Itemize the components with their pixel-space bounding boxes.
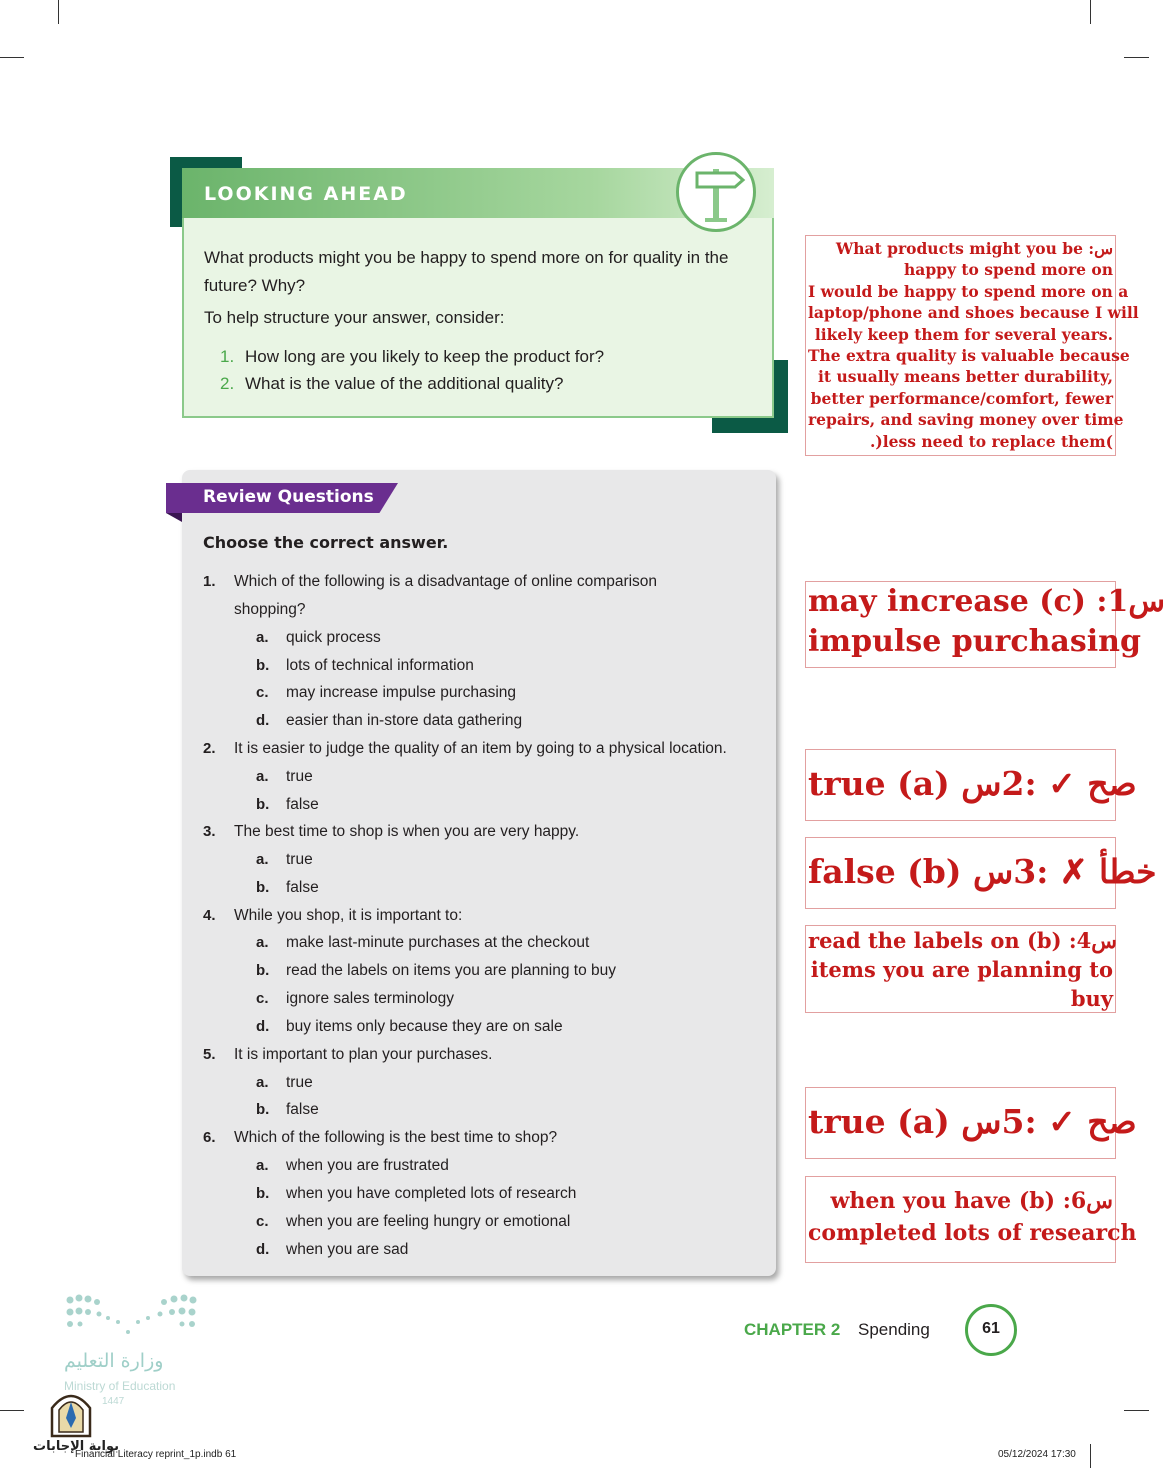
question-number: 5. [203, 1046, 216, 1063]
answer-line: false (b) خطأ ✗ :3س [808, 852, 1157, 891]
question-text: Which of the following is the best time to shop? [234, 1129, 558, 1146]
answer-line: may increase (c) :1س [808, 584, 1165, 619]
question-number: 2. [203, 740, 216, 757]
answer-line: better performance/comfort, fewer [810, 388, 1113, 408]
answer-line: .)less need to replace them( [870, 431, 1113, 451]
answer-line: likely keep them for several years. [814, 324, 1113, 344]
answer-box-looking-ahead [805, 235, 1139, 456]
answer-line: true (a) صح ✓ :2س [808, 764, 1137, 803]
list-item [220, 343, 604, 370]
option-letter: b. [256, 962, 270, 979]
print-date: 05/12/2024 17:30 [998, 1449, 1076, 1460]
option-text[interactable]: make last-minute purchases at the checkout [286, 934, 590, 951]
question-text: It is easier to judge the quality of an item by going to a physical location. [234, 740, 727, 757]
signpost-icon [676, 152, 756, 232]
looking-ahead-help: To help structure your answer, consider: [204, 308, 505, 327]
crop-mark [58, 0, 59, 24]
answer-line: What products might you be :س [835, 239, 1113, 258]
option-letter: b. [256, 657, 270, 674]
option-letter: a. [256, 629, 269, 646]
option-letter: c. [256, 1213, 269, 1230]
ministry-logo-icon [64, 1292, 200, 1338]
option-text[interactable]: lots of technical information [286, 657, 474, 674]
option-letter: a. [256, 934, 269, 951]
answer-box-q1 [805, 581, 1165, 668]
ministry-name-arabic: وزارة التعليم [64, 1350, 164, 1372]
option-letter: c. [256, 990, 269, 1007]
option-text[interactable]: easier than in-store data gathering [286, 712, 523, 729]
looking-ahead-list [220, 343, 604, 397]
crop-mark [0, 57, 24, 58]
review-title: Review Questions [203, 487, 374, 507]
list-item [220, 370, 604, 397]
option-text[interactable]: when you have completed lots of research [286, 1185, 577, 1202]
item-text: How long are you likely to keep the product for? [245, 347, 605, 366]
answer-box-q6 [805, 1176, 1137, 1263]
answer-line: happy to spend more on [904, 260, 1113, 280]
question-number: 3. [203, 823, 216, 840]
question-text: shopping? [234, 601, 306, 618]
option-text[interactable]: ignore sales terminology [286, 990, 455, 1007]
option-text[interactable]: true [286, 851, 313, 868]
looking-ahead-question: What products might you be happy to spend more on for quality in the future? Why? [204, 248, 729, 295]
option-text[interactable]: when you are frustrated [286, 1157, 449, 1174]
answer-line: The extra quality is valuable because [808, 346, 1130, 366]
option-text[interactable]: buy items only because they are on sale [286, 1018, 563, 1035]
answer-box-q5 [805, 1087, 1137, 1159]
answer-box-q4 [805, 925, 1116, 1013]
answer-line: read the labels on (b) :4س [808, 928, 1117, 953]
option-text[interactable]: false [286, 1101, 319, 1118]
option-letter: b. [256, 1101, 270, 1118]
chapter-label: CHAPTER 2 [744, 1320, 841, 1339]
question-number: 6. [203, 1129, 216, 1146]
print-slug: Financial Literacy reprint_1p.indb 61 [75, 1449, 237, 1460]
answer-line: it usually means better durability, [818, 367, 1113, 387]
crop-mark [1090, 1444, 1091, 1468]
option-letter: b. [256, 1185, 270, 1202]
option-letter: c. [256, 684, 269, 701]
option-letter: a. [256, 1157, 269, 1174]
chapter-name: Spending [858, 1320, 930, 1339]
page-number: 61 [982, 1320, 1000, 1337]
option-letter: a. [256, 768, 269, 785]
question-number: 1. [203, 573, 216, 590]
option-letter: b. [256, 796, 270, 813]
item-number: 2. [220, 374, 235, 393]
option-text[interactable]: true [286, 1074, 313, 1091]
answer-line: true (a) صح ✓ :5س [808, 1102, 1137, 1141]
option-text[interactable]: false [286, 879, 319, 896]
option-letter: a. [256, 851, 269, 868]
item-number: 1. [220, 347, 235, 366]
review-tab-fold [166, 513, 182, 522]
answer-line: completed lots of research [808, 1220, 1137, 1246]
question-number: 4. [203, 907, 216, 924]
option-text[interactable]: false [286, 796, 319, 813]
option-letter: d. [256, 1241, 270, 1258]
crop-mark [0, 1410, 24, 1411]
option-text[interactable]: read the labels on items you are planning to buy [286, 962, 617, 979]
answer-line: repairs, and saving money over time [808, 410, 1124, 430]
question-text: It is important to plan your purchases. [234, 1046, 493, 1063]
option-text[interactable]: when you are feeling hungry or emotional [286, 1213, 571, 1230]
looking-ahead-title: LOOKING AHEAD [204, 183, 408, 205]
question-text: The best time to shop is when you are very happy. [234, 823, 580, 840]
item-text: What is the value of the additional quality? [245, 374, 564, 393]
site-emblem-icon [48, 1388, 94, 1438]
answer-line: buy [1070, 986, 1113, 1011]
crop-mark [1090, 0, 1091, 24]
site-name: بوابة الإجابات [33, 1439, 119, 1454]
answer-line: when you have (b) :6س [830, 1188, 1113, 1214]
question-text: Which of the following is a disadvantage of online comparison [234, 573, 658, 590]
question-text: While you shop, it is important to: [234, 907, 463, 924]
answer-line: laptop/phone and shoes because I will [808, 303, 1139, 323]
option-letter: d. [256, 1018, 270, 1035]
option-letter: d. [256, 712, 270, 729]
option-text[interactable]: true [286, 768, 313, 785]
option-text[interactable]: when you are sad [286, 1241, 409, 1258]
answer-box-q3 [805, 837, 1157, 909]
answer-box-q2 [805, 749, 1137, 821]
option-text[interactable]: may increase impulse purchasing [286, 684, 517, 701]
ministry-name-english: Ministry of Education [64, 1379, 176, 1393]
answer-line: impulse purchasing [808, 624, 1141, 659]
answer-line: items you are planning to [810, 957, 1113, 982]
ministry-year: 1447 [102, 1396, 125, 1407]
crop-mark [1124, 1410, 1149, 1411]
crop-mark [1124, 57, 1149, 58]
option-letter: b. [256, 879, 270, 896]
answer-line: I would be happy to spend more on a [808, 281, 1129, 301]
option-letter: a. [256, 1074, 269, 1091]
option-text[interactable]: quick process [286, 629, 381, 646]
review-instruction: Choose the correct answer. [203, 533, 449, 552]
